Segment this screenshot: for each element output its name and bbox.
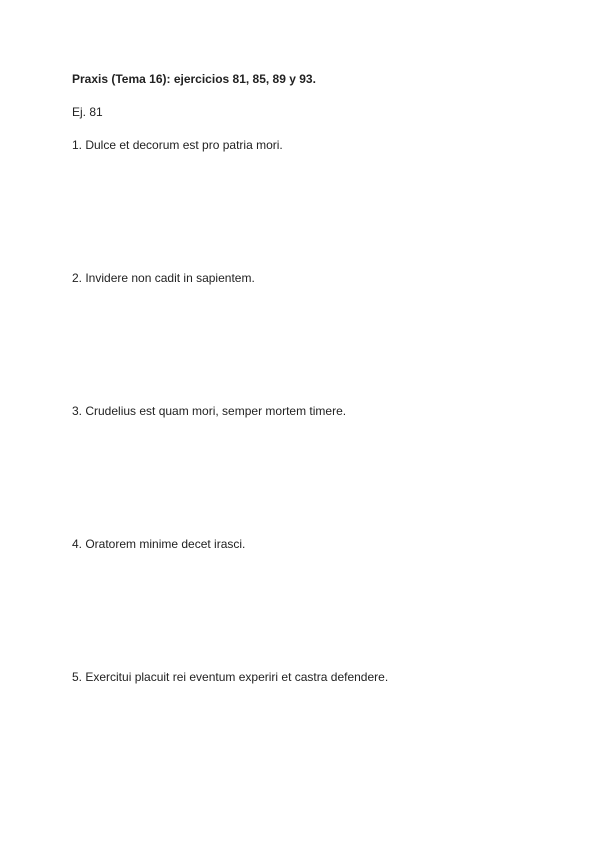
exercise-item: 1. Dulce et decorum est pro patria mori. <box>72 138 283 152</box>
exercise-item: 2. Invidere non cadit in sapientem. <box>72 271 255 285</box>
exercise-item: 3. Crudelius est quam mori, semper mortem timere. <box>72 404 347 418</box>
section-label: Ej. 81 <box>72 105 103 119</box>
exercise-item: 4. Oratorem minime decet irasci. <box>72 537 246 551</box>
exercise-item: 5. Exercitui placuit rei eventum experiri et castra defendere. <box>72 670 389 684</box>
document-title: Praxis (Tema 16): ejercicios 81, 85, 89 y 93. <box>72 72 316 86</box>
